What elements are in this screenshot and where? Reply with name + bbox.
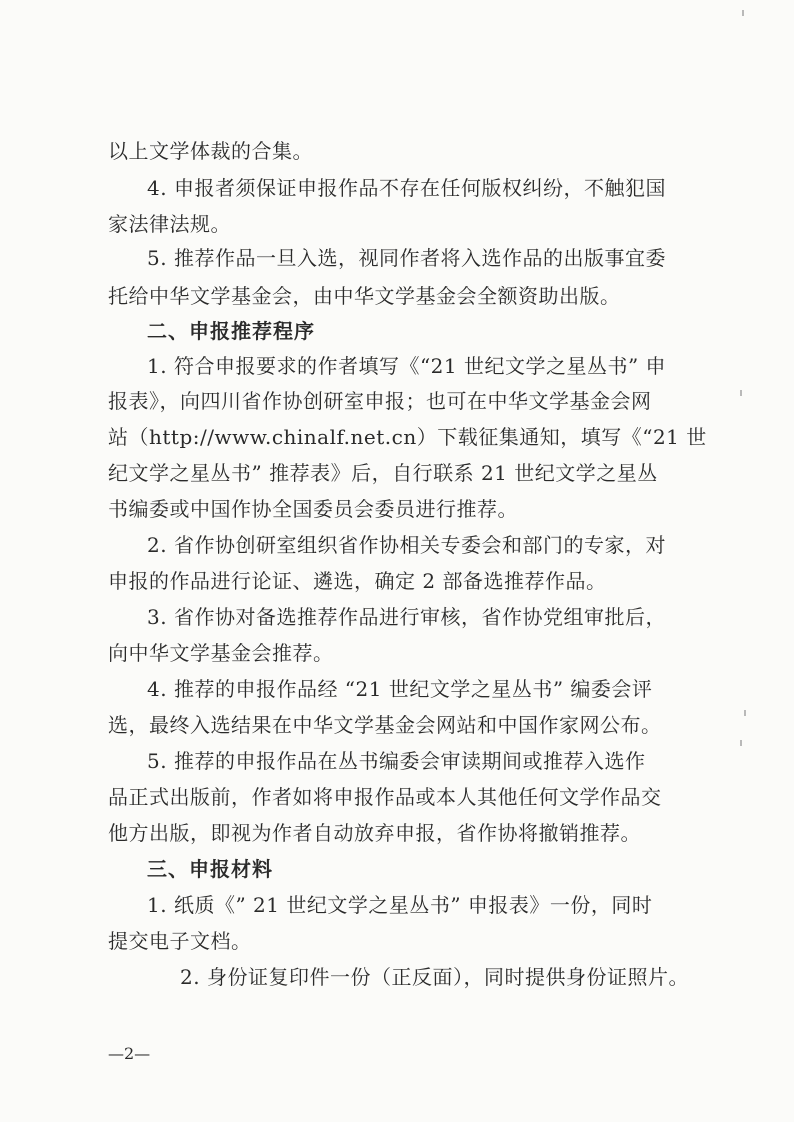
- paragraph-line: 申报的作品进行论证、遴选，确定 2 部备选推荐作品。: [108, 569, 607, 593]
- paragraph-line: 向中华文学基金会推荐。: [108, 641, 334, 665]
- paragraph-line: 托给中华文学基金会，由中华文学基金会全额资助出版。: [108, 284, 621, 308]
- paragraph-line: 4. 推荐的申报作品经 “21 世纪文学之星丛书” 编委会评: [147, 677, 653, 701]
- page-number: —2—: [108, 1044, 151, 1063]
- paragraph-line: 提交电子文档。: [108, 929, 252, 953]
- paragraph-line: 2. 省作协创研室组织省作协相关专委会和部门的专家，对: [147, 533, 666, 557]
- section-heading-materials: 三、申报材料: [147, 857, 273, 881]
- paragraph-line: 家法律法规。: [108, 212, 231, 236]
- scan-speck: [740, 740, 742, 746]
- paragraph-line: 1. 符合申报要求的作者填写《“21 世纪文学之星丛书” 申: [147, 354, 667, 378]
- paragraph-line: 报表》，向四川省作协创研室申报；也可在中华文学基金会网: [108, 389, 652, 413]
- paragraph-line: 2. 身份证复印件一份（正反面），同时提供身份证照片。: [180, 965, 689, 989]
- paragraph-line: 纪文学之星丛书” 推荐表》后，自行联系 21 世纪文学之星丛: [108, 461, 658, 485]
- paragraph-line: 4. 申报者须保证申报作品不存在任何版权纠纷，不触犯国: [147, 176, 666, 200]
- paragraph-line: 5. 推荐作品一旦入选，视同作者将入选作品的出版事宜委: [147, 246, 666, 270]
- scan-speck: [744, 710, 746, 716]
- paragraph-line: 3. 省作协对备选推荐作品进行审核，省作协党组审批后，: [147, 605, 666, 629]
- scan-speck: [740, 390, 742, 396]
- paragraph-line: 以上文学体裁的合集。: [108, 139, 313, 163]
- paragraph-line: 1. 纸质《” 21 世纪文学之星丛书” 申报表》一份，同时: [147, 893, 653, 917]
- paragraph-line: 选，最终入选结果在中华文学基金会网站和中国作家网公布。: [108, 713, 662, 737]
- scan-speck: [742, 10, 744, 16]
- paragraph-line: 他方出版，即视为作者自动放弃申报，省作协将撤销推荐。: [108, 821, 641, 845]
- section-heading-procedure: 二、申报推荐程序: [147, 319, 315, 343]
- paragraph-line: 书编委或中国作协全国委员会委员进行推荐。: [108, 497, 518, 521]
- paragraph-line: 品正式出版前，作者如将申报作品或本人其他任何文学作品交: [108, 785, 662, 809]
- paragraph-line: 站（http://www.chinalf.net.cn）下载征集通知，填写《“21 世: [108, 425, 707, 449]
- paragraph-line: 5. 推荐的申报作品在丛书编委会审读期间或推荐入选作: [147, 749, 646, 773]
